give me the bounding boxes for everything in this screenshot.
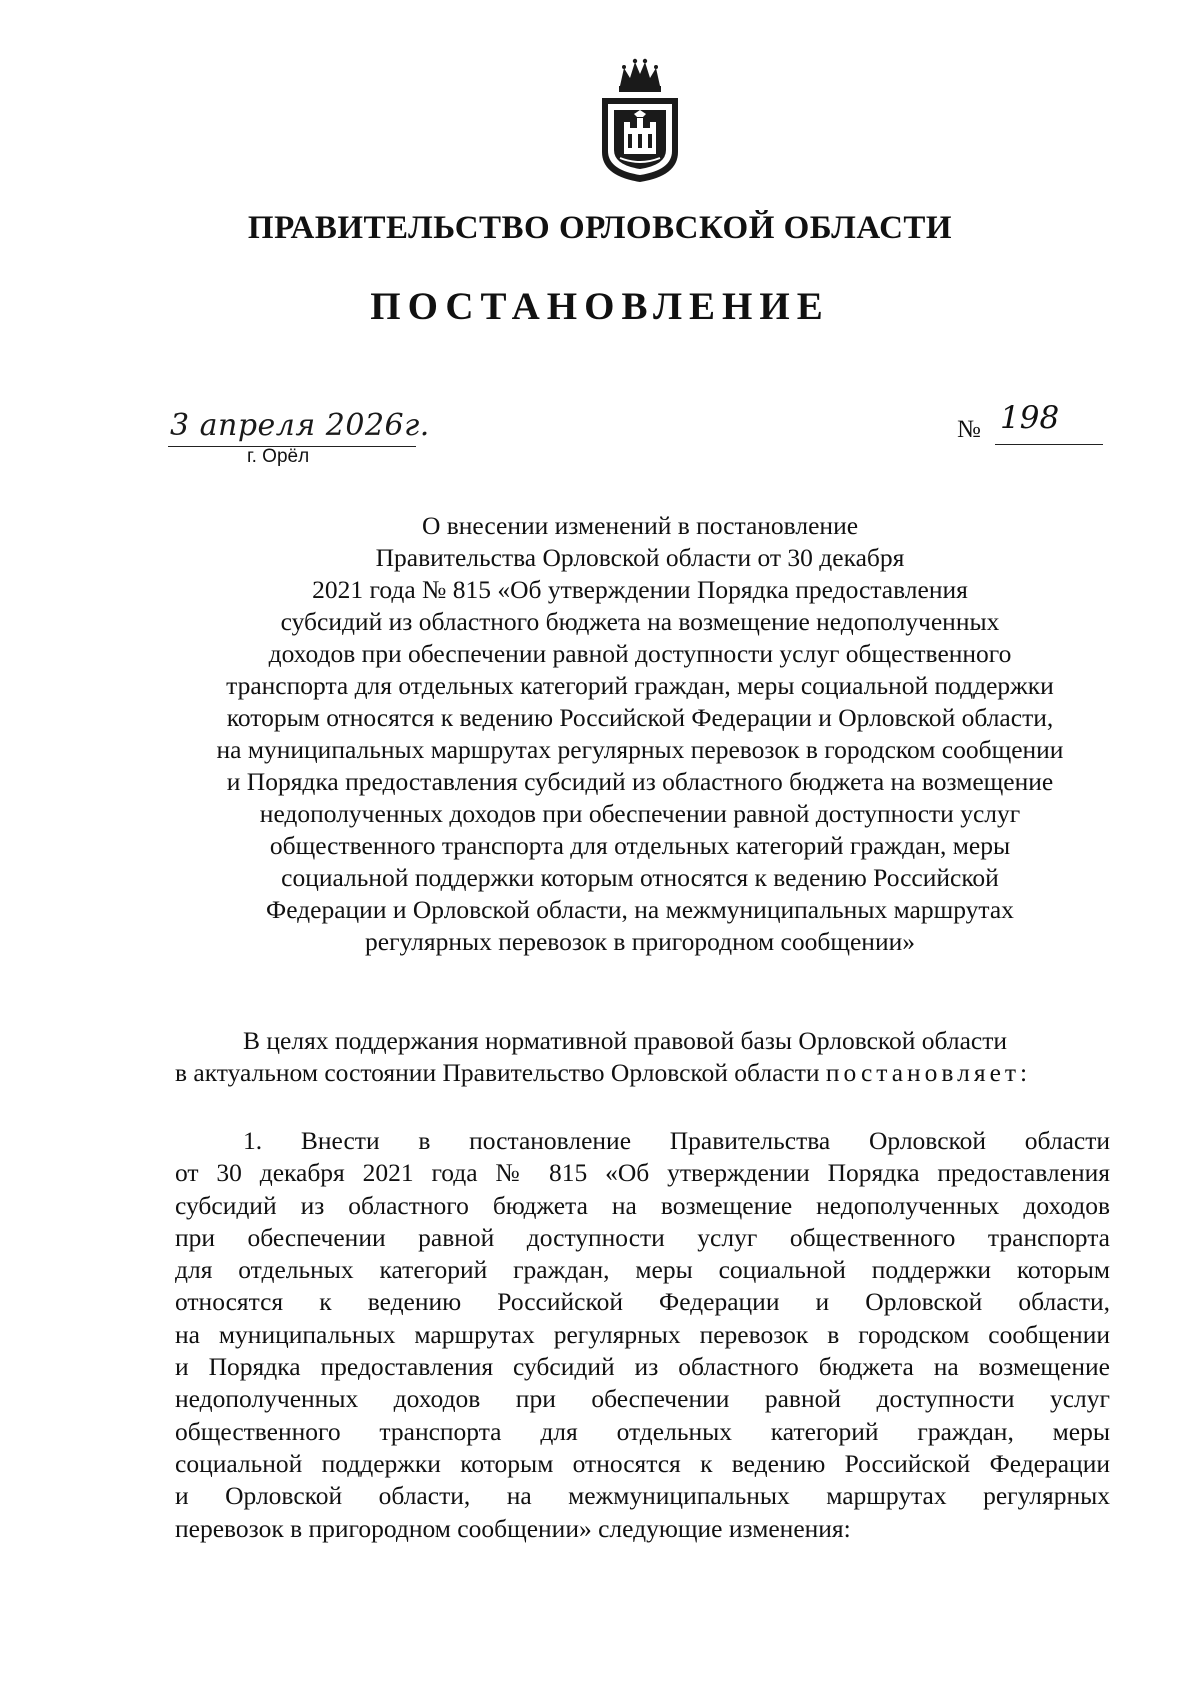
item-line: 1. Внести в постановление Правительства Орловской области <box>243 1126 1110 1155</box>
preamble-line <box>175 1057 1110 1089</box>
item-line: при обеспечении равной доступности услуг общественного транспорта <box>175 1222 1110 1252</box>
government-title: ПРАВИТЕЛЬСТВО ОРЛОВСКОЙ ОБЛАСТИ <box>247 210 953 246</box>
subject-line: субсидий из областного бюджета на возмещение недополученных <box>280 607 1000 636</box>
subject-line: О внесении изменений в постановление <box>421 511 859 540</box>
subject-line: Федерации и Орловской области, на межмуниципальных маршрутах <box>266 895 1014 924</box>
subject-line: общественного транспорта для отдельных категорий граждан, меры <box>269 831 1011 860</box>
handwritten-date: 3 апреля 2026г. <box>170 408 430 443</box>
subject-line: и Порядка предоставления субсидий из областного бюджета на возмещение <box>226 767 1054 796</box>
item-line: общественного транспорта для отдельных категорий граждан, меры <box>175 1416 1110 1446</box>
subject-line: недополученных доходов при обеспечении равной доступности услуг <box>259 799 1021 828</box>
city-label: г. Орёл <box>247 446 310 467</box>
item-line: для отдельных категорий граждан, меры социальной поддержки которым <box>175 1255 1110 1285</box>
item-line: недополученных доходов при обеспечении равной доступности услуг <box>175 1384 1110 1414</box>
item-line: субсидий из областного бюджета на возмещение недополученных доходов <box>175 1190 1110 1220</box>
preamble-paragraph <box>175 1025 1110 1089</box>
item-line: от 30 декабря 2021 года № 815 «Об утверждении Порядка предоставления <box>175 1158 1110 1188</box>
number-underline <box>995 444 1103 445</box>
item-line: на муниципальных маршрутах регулярных перевозок в городском сообщении <box>175 1319 1110 1349</box>
item-line: перевозок в пригородном сообщении» следующие изменения: <box>175 1513 851 1543</box>
item-line: относятся к ведению Российской Федерации и Орловской области, <box>175 1287 1110 1317</box>
item-line: социальной поддержки которым относятся к ведению Российской Федерации <box>175 1448 1110 1478</box>
coat-of-arms-icon <box>590 56 690 186</box>
subject-line: Правительства Орловской области от 30 декабря <box>375 543 905 572</box>
subject-line: доходов при обеспечении равной доступности услуг общественного <box>268 639 1012 668</box>
subject-line: 2021 года № 815 «Об утверждении Порядка предоставления <box>312 575 968 604</box>
item-line: и Порядка предоставления субсидий из областного бюджета на возмещение <box>175 1352 1110 1382</box>
subject-line: на муниципальных маршрутах регулярных перевозок в городском сообщении <box>216 735 1064 764</box>
subject-line: социальной поддержки которым относятся к ведению Российской <box>281 863 999 892</box>
item-line: и Орловской области, на межмуниципальных маршрутах регулярных <box>175 1481 1110 1511</box>
item-1-paragraph <box>175 1125 1110 1545</box>
handwritten-number: 198 <box>1000 400 1060 436</box>
subject-line: которым относятся к ведению Российской Федерации и Орловской области, <box>226 703 1054 732</box>
subject-line: регулярных перевозок в пригородном сообщении» <box>365 927 915 956</box>
subject-line: транспорта для отдельных категорий граждан, меры социальной поддержки <box>226 671 1054 700</box>
preamble-text: в актуальном состоянии Правительство Орловской области <box>175 1058 820 1087</box>
number-label: № <box>957 416 981 443</box>
resolves-word: постановляет: <box>825 1058 1032 1087</box>
document-subject <box>170 510 1110 958</box>
preamble-line: В целях поддержания нормативной правовой базы Орловской области <box>243 1026 1008 1055</box>
document-type-title: ПОСТАНОВЛЕНИЕ <box>370 285 830 328</box>
